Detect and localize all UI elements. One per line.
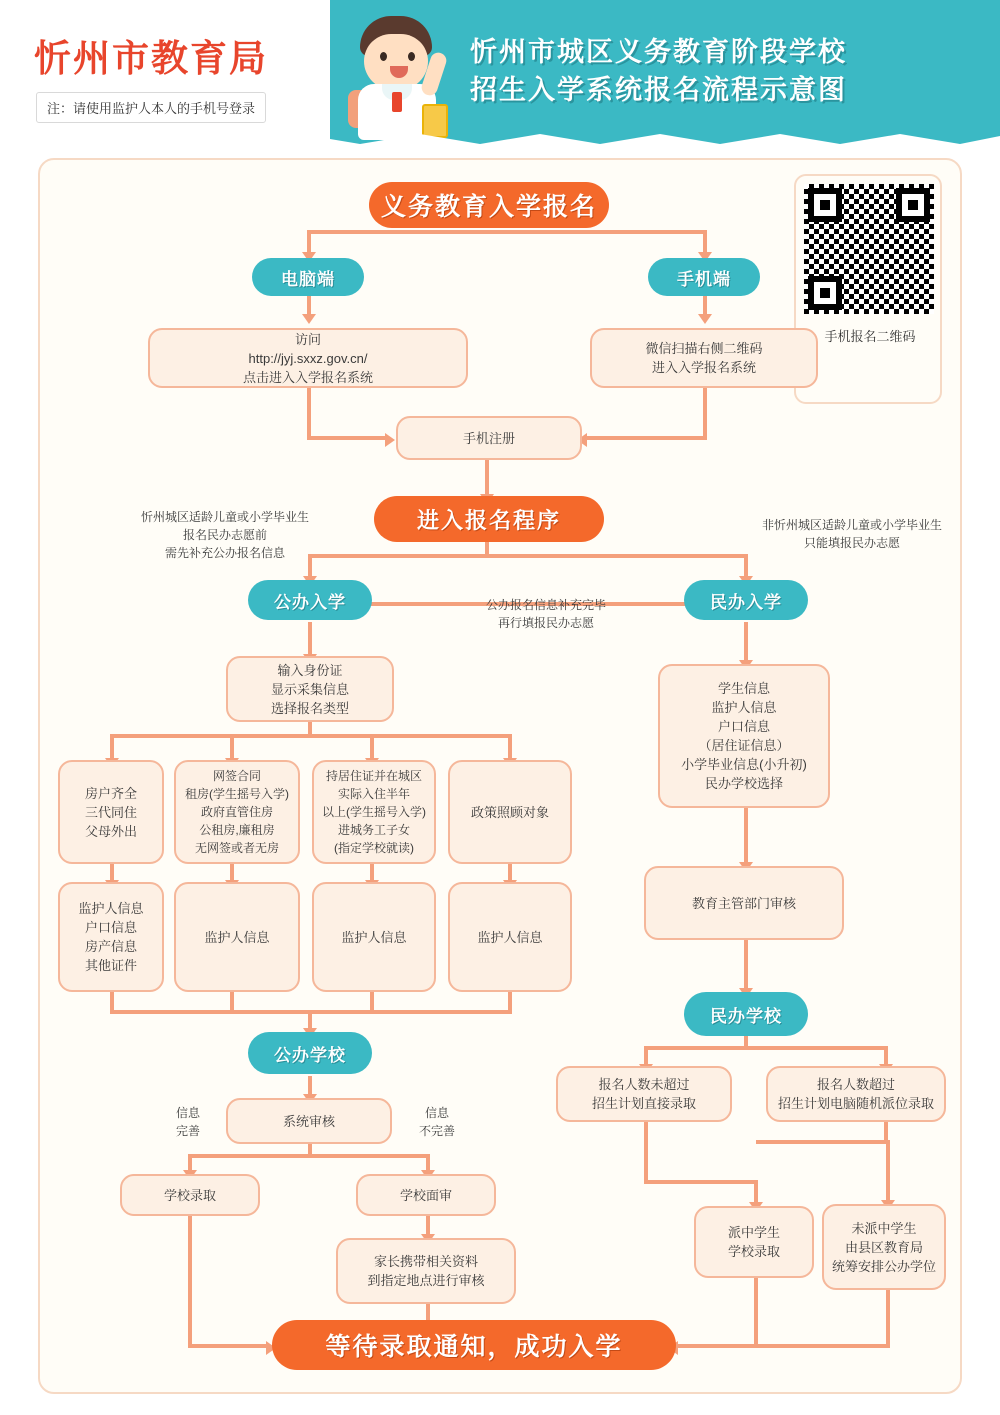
node-start-label: 义务教育入学报名 [380,192,597,221]
node-id-input-line1: 输入身份证 [277,662,343,678]
note-right-line2: 只能填报民办志愿 [803,536,900,550]
node-guardian-info-full-line3: 房产信息 [84,939,137,954]
node-pc-instructions-line3: 点击进入入学报名系统 [242,369,373,385]
node-pc-entry-label: 电脑端 [281,269,335,290]
label-info-complete-line2: 完善 [175,1124,200,1138]
node-mobile-instructions-line2: 进入入学报名系统 [651,360,756,375]
note-left-line1: 忻州城区适龄儿童或小学毕业生 [140,510,309,524]
node-school-admit-label: 学校录取 [163,1187,216,1203]
node-private-info-line5: 小学毕业信息(小升初) [681,757,807,772]
node-category-household [58,760,164,864]
node-enter-program-label: 进入报名程序 [416,508,561,534]
node-under-plan [556,1066,732,1122]
node-enter-program[interactable] [374,496,604,542]
node-private-enroll[interactable] [684,580,808,620]
node-unassigned-student-line1: 未派中学生 [851,1220,917,1236]
node-public-school-label: 公办学校 [274,1045,346,1066]
node-pc-instructions-line1: 访问 [294,331,321,347]
note-left-line3: 需先补充公办报名信息 [164,546,285,560]
node-guardian-info-4 [448,882,572,992]
node-public-enroll-label: 公办入学 [274,592,346,613]
note-middle-line1: 公办报名信息补充完毕 [485,598,606,612]
node-public-school[interactable] [248,1032,372,1074]
node-under-plan-line1: 报名人数未超过 [598,1077,690,1092]
label-info-incomplete-line1: 信息 [424,1106,449,1120]
node-pc-instructions-url[interactable]: http://jyj.sxxz.gov.cn/ [248,350,368,366]
label-info-incomplete-line2: 不完善 [418,1124,455,1138]
node-guardian-info-full-line4: 其他证件 [84,958,137,973]
node-category-residence-permit-line3: 以上(学生摇号入学) [322,805,426,819]
node-private-info [658,664,830,808]
node-id-input [226,656,394,722]
node-private-info-line1: 学生信息 [717,681,770,696]
node-guardian-info-2 [174,882,300,992]
node-mobile-instructions [590,328,818,388]
node-parent-materials-line2: 到指定地点进行审核 [367,1273,485,1288]
node-school-interview [356,1174,496,1216]
note-right [740,516,964,552]
node-private-info-line4: （居住证信息） [698,738,790,753]
node-category-household-line1: 房户齐全 [84,785,137,801]
note-middle-line2: 再行填报民办志愿 [497,616,594,630]
node-private-info-line3: 户口信息 [717,719,770,734]
node-private-enroll-label: 民办入学 [710,592,782,613]
node-private-school[interactable] [684,992,808,1036]
node-mobile-instructions-line1: 微信扫描右侧二维码 [645,341,763,356]
node-guardian-info-3 [312,882,436,992]
node-id-input-line3: 选择报名类型 [270,700,349,716]
bureau-title: 忻州市教育局 [34,37,268,80]
page-title-line2: 招生入学系统报名流程示意图 [470,75,847,106]
node-category-rent [174,760,300,864]
node-category-household-line2: 三代同住 [84,804,137,820]
node-category-rent-line4: 公租房,廉租房 [199,823,275,837]
node-edu-review [644,866,844,940]
page-title-line1: 忻州市城区义务教育阶段学校 [470,37,847,68]
label-info-incomplete [400,1104,474,1140]
node-id-input-line2: 显示采集信息 [270,681,349,697]
node-category-policy [448,760,572,864]
node-parent-materials-line1: 家长携带相关资料 [373,1254,478,1269]
qr-caption: 手机报名二维码 [824,329,916,344]
node-category-residence-permit [312,760,436,864]
node-pc-entry[interactable] [252,258,364,296]
node-category-rent-line2: 租房(学生摇号入学) [185,787,289,801]
node-category-residence-permit-line5: (指定学校就读) [334,841,414,855]
node-start[interactable] [369,182,609,228]
node-school-interview-label: 学校面审 [399,1187,452,1203]
node-pc-instructions [148,328,468,388]
node-over-plan [766,1066,946,1122]
node-category-rent-line1: 网签合同 [212,769,261,783]
node-mobile-entry[interactable] [648,258,760,296]
node-under-plan-line2: 招生计划直接录取 [591,1096,696,1111]
node-category-household-line3: 父母外出 [84,823,137,839]
node-guardian-info-full-line2: 户口信息 [84,920,137,935]
node-edu-review-label: 教育主管部门审核 [691,895,796,911]
student-mascot-icon [330,8,470,138]
node-guardian-info-2-label: 监护人信息 [204,929,270,945]
note-left-line2: 报名民办志愿前 [182,528,267,542]
node-category-policy-label: 政策照顾对象 [470,804,549,820]
node-assigned-student-line1: 派中学生 [727,1225,780,1240]
login-note: 注：请使用监护人本人的手机号登录 [36,92,266,123]
node-guardian-info-full-line1: 监护人信息 [78,901,144,916]
node-assigned-student-line2: 学校录取 [727,1244,780,1259]
node-parent-materials [336,1238,516,1304]
node-mobile-entry-label: 手机端 [677,269,731,290]
node-category-rent-line3: 政府直管住房 [200,805,273,819]
node-system-review-label: 系统审核 [282,1113,335,1129]
node-private-info-line2: 监护人信息 [711,700,777,715]
node-final[interactable] [272,1320,676,1370]
page-header [0,0,1000,150]
node-phone-register-label: 手机注册 [462,430,515,446]
node-system-review [226,1098,392,1144]
node-over-plan-line2: 招生计划电脑随机派位录取 [777,1096,934,1111]
node-category-residence-permit-line2: 实际入住半年 [337,787,410,801]
node-over-plan-line1: 报名人数超过 [816,1077,895,1092]
page-title [470,34,970,110]
note-right-line1: 非忻州城区适龄儿童或小学毕业生 [761,518,942,532]
node-guardian-info-full [58,882,164,992]
node-final-label: 等待录取通知，成功入学 [325,1332,623,1361]
node-phone-register[interactable] [396,416,582,460]
qr-code-icon [804,184,934,314]
node-unassigned-student-line2: 由县区教育局 [844,1239,923,1255]
node-category-rent-line5: 无网签或者无房 [194,841,279,855]
note-middle [436,596,656,632]
node-private-info-line6: 民办学校选择 [704,776,783,791]
node-assigned-student [694,1206,814,1278]
note-left [110,508,340,562]
node-unassigned-student [822,1204,946,1290]
node-category-residence-permit-line4: 进城务工子女 [337,823,410,837]
node-public-enroll[interactable] [248,580,372,620]
node-school-admit [120,1174,260,1216]
node-category-residence-permit-line1: 持居住证并在城区 [325,769,422,783]
label-info-complete [158,1104,218,1140]
node-guardian-info-4-label: 监护人信息 [477,929,543,945]
node-guardian-info-3-label: 监护人信息 [341,929,407,945]
flowchart-canvas [38,158,962,1394]
node-unassigned-student-line3: 统筹安排公办学位 [832,1258,937,1274]
node-private-school-label: 民办学校 [710,1006,782,1027]
label-info-complete-line1: 信息 [175,1106,200,1120]
